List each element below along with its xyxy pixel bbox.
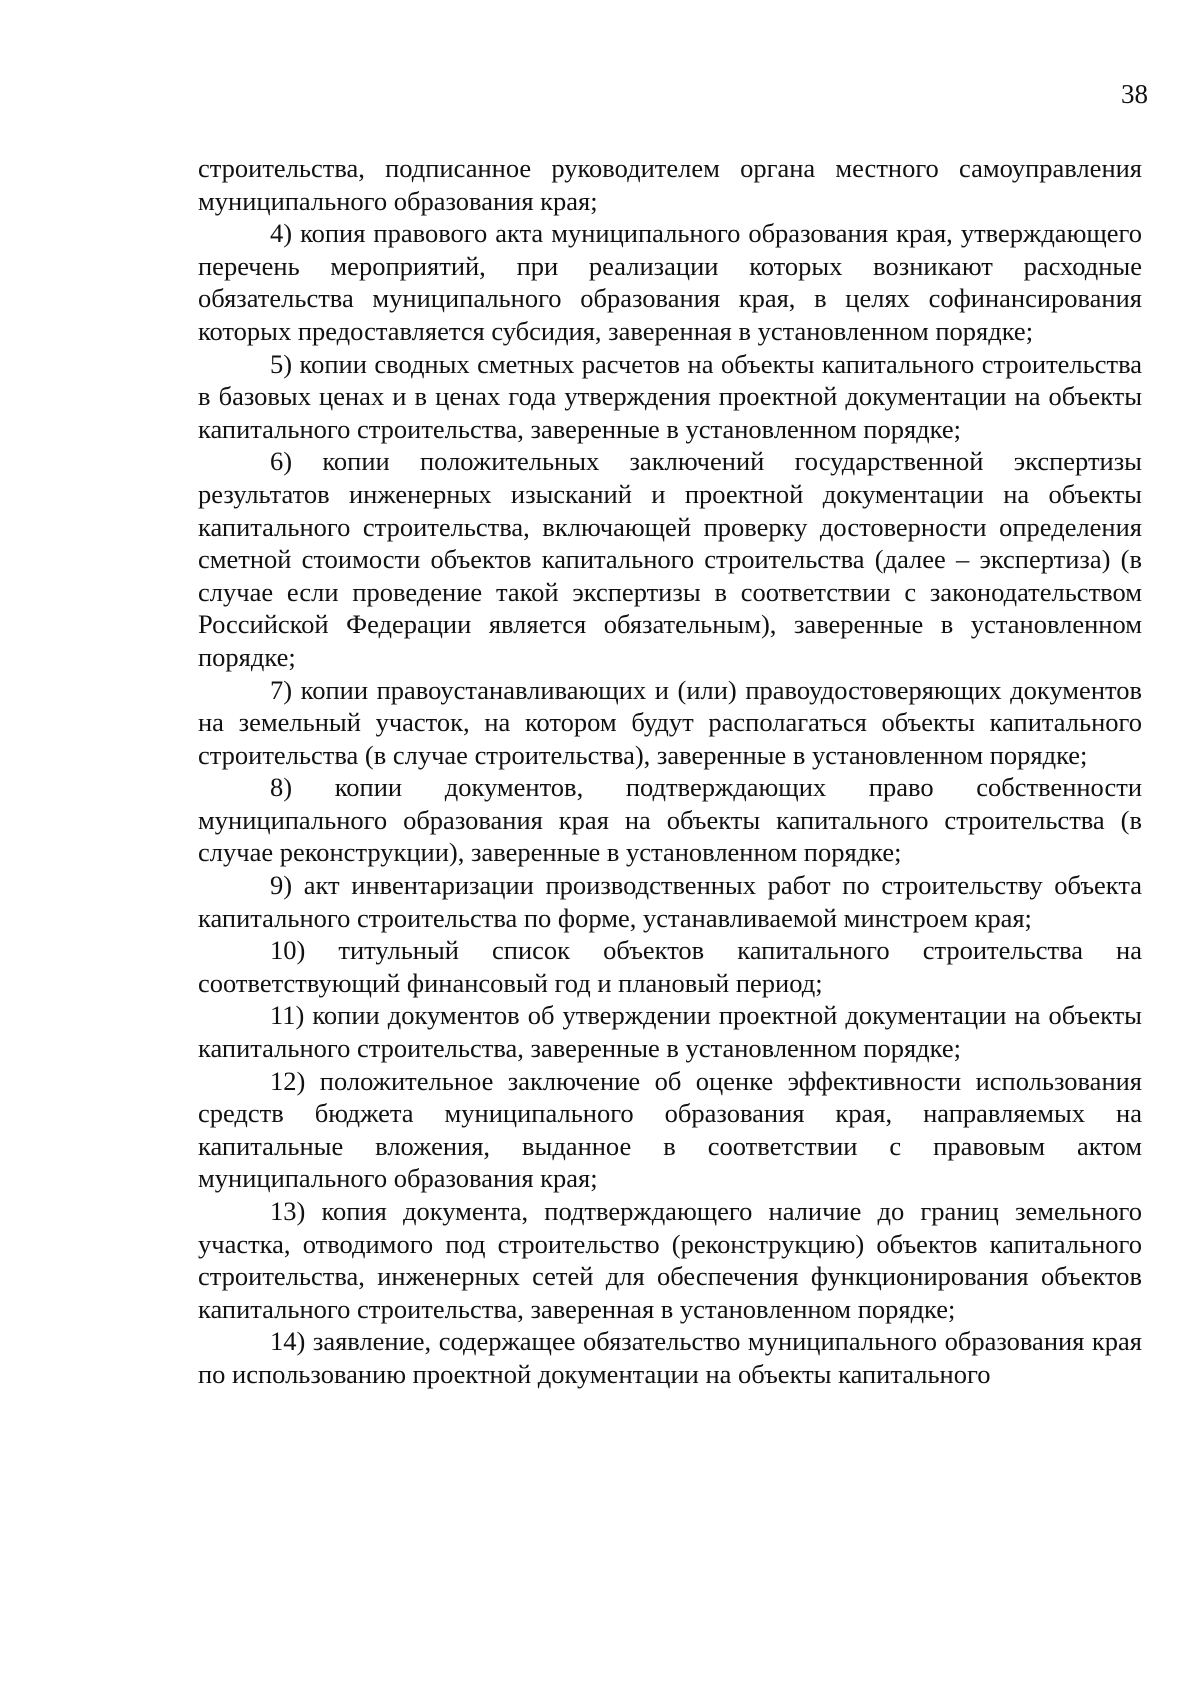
page-number: 38 — [1121, 79, 1148, 109]
list-item-12: 12) положительное заключение об оценке эффективности использования средств бюджета муниципального образования края, направляемых на капитальные вложения, выданное в соответствии с правовым актом муниципального образования края; — [198, 1065, 1142, 1194]
list-item-6: 6) копии положительных заключений государственной экспертизы результатов инженерных изысканий и проектной документации на объекты капитального строительства, включающей проверку достоверности определения сметной стоимости объектов капитального строительства (далее – экспертиза) (в случае если проведение такой экспертизы в соответствии с законодательством Российской Федерации является обязательным), заверенные в установленном порядке; — [198, 446, 1142, 672]
list-item-7: 7) копии правоустанавливающих и (или) правоудостоверяющих документов на земельный участок, на котором будут располагаться объекты капитального строительства (в случае строительства), заверенные в установленном порядке; — [198, 674, 1142, 770]
list-item-4: 4) копия правового акта муниципального образования края, утверждающего перечень мероприятий, при реализации которых возникают расходные обязательства муниципального образования края, в целях софинансирования которых предоставляется субсидия, заверенная в установленном порядке; — [198, 218, 1142, 346]
list-item-9: 9) акт инвентаризации производственных работ по строительству объекта капитального строительства по форме, устанавливаемой минстроем края; — [198, 870, 1142, 933]
paragraph: строительства, подписанное руководителем органа местного самоуправления муниципального образования края; — [198, 153, 1142, 216]
list-item-11: 11) копии документов об утверждении проектной документации на объекты капитального строительства, заверенные в установленном порядке; — [198, 1000, 1142, 1064]
list-item-14: 14) заявление, содержащее обязательство муниципального образования края по использованию проектной документации на объекты капитального — [198, 1326, 1142, 1389]
list-item-10: 10) титульный список объектов капитального строительства на соответствующий финансовый год и плановый период; — [198, 935, 1142, 998]
document-body — [198, 152, 1142, 1391]
list-item-8: 8) копии документов, подтверждающих право собственности муниципального образования края на объекты капитального строительства (в случае реконструкции), заверенные в установленном порядке; — [198, 772, 1142, 868]
list-item-5: 5) копии сводных сметных расчетов на объекты капитального строительства в базовых ценах и в ценах года утверждения проектной документации на объекты капитального строительства, заверенные в установленном порядке; — [198, 348, 1142, 444]
list-item-13: 13) копия документа, подтверждающего наличие до границ земельного участка, отводимого под строительство (реконструкцию) объектов капитального строительства, инженерных сетей для обеспечения функционирования объектов капитального строительства, заверенная в установленном порядке; — [198, 1196, 1142, 1324]
